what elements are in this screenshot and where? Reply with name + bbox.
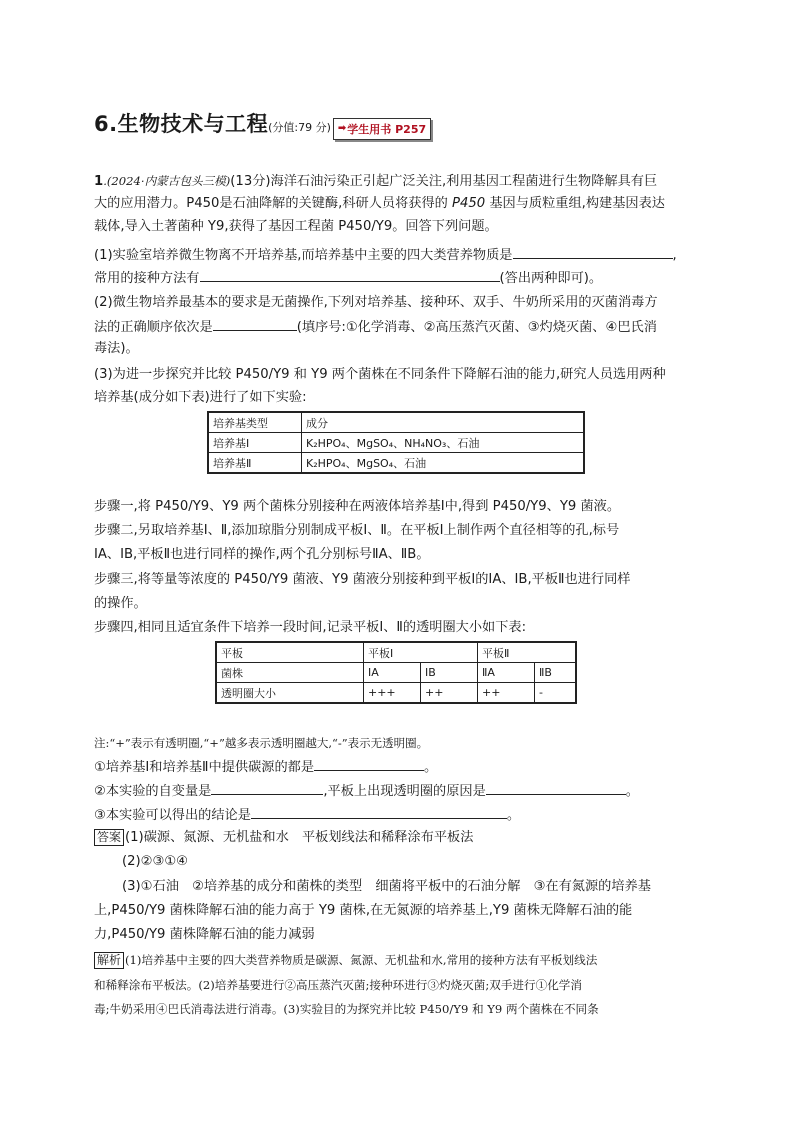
answer-text: (2)②③①④: [122, 854, 188, 869]
question-source: .(2024·内蒙古包头三模): [103, 174, 231, 188]
subquestion-text: (3)为进一步探究并比较 P450/Y9 和 Y9 两个菌株在不同条件下降解石油的能力,研究人员选用两种: [94, 367, 666, 382]
answer-blank[interactable]: [211, 781, 323, 795]
answer-line-4: [94, 902, 632, 920]
table-note: [94, 734, 428, 752]
subquestion-text: (填序号:①化学消毒、②高压蒸汽灭菌、③灼烧灭菌、④巴氏消: [296, 320, 657, 335]
step-1: [94, 498, 620, 516]
answer-blank[interactable]: [251, 805, 507, 819]
subquestion-text: 毒法)。: [94, 341, 139, 356]
analysis-text: 毒;牛奶采用④巴氏消毒法进行消毒。(3)实验目的为探究并比较 P450/Y9 和 Y9 两个菌株在不同条: [94, 1002, 599, 1016]
question-stem-line-1: [94, 172, 657, 191]
question-points: (13分): [230, 174, 271, 189]
answer-text: (1)碳源、氮源、无机盐和水 平板划线法和稀释涂布平板法: [125, 830, 474, 845]
gene-name: P450: [452, 196, 486, 211]
answer-blank[interactable]: [213, 317, 297, 331]
section-title: 6.生物技术与工程: [94, 112, 269, 136]
answer-blank[interactable]: [200, 268, 500, 282]
answer-line-1: [94, 829, 473, 847]
subquestion-3-line-1: [94, 366, 666, 384]
stem-text: 载体,导入土著菌种 Y9,获得了基因工程菌 P450/Y9。回答下列问题。: [94, 219, 498, 234]
question-stem-line-3: [94, 218, 498, 236]
subquestion-text: ,平板上出现透明圈的原因是: [323, 784, 486, 799]
answer-text: 力,P450/Y9 菌株降解石油的能力减弱: [94, 927, 315, 942]
answer-line-5: [94, 926, 315, 944]
subquestion-text: (1)实验室培养微生物离不开培养基,而培养基中主要的四大类营养物质是: [94, 248, 513, 263]
subquestion-text: ①培养基Ⅰ和培养基Ⅱ中提供碳源的都是: [94, 760, 315, 775]
step-text: 的操作。: [94, 596, 147, 611]
table-cell: ⅡA: [478, 663, 535, 683]
table-header-cell: 成分: [302, 412, 585, 433]
subquestion-2-line-1: [94, 294, 658, 312]
arrow-right-icon: ➡: [337, 123, 347, 134]
subquestion-text: 法的正确顺序依次是: [94, 320, 213, 335]
subquestion-text: ②本实验的自变量是: [94, 784, 212, 799]
punctuation: 。: [424, 760, 438, 775]
question-number: 1: [94, 174, 104, 189]
step-2-line-1: [94, 522, 619, 540]
note-text: 注:“+”表示有透明圈,“+”越多表示透明圈越大,“-”表示无透明圈。: [94, 736, 429, 750]
subquestion-3-part-3: [94, 805, 520, 825]
subquestion-2-line-3: [94, 340, 139, 358]
stem-text: 海洋石油污染正引起广泛关注,利用基因工程菌进行生物降解具有巨: [270, 174, 658, 189]
table-row: [208, 433, 584, 453]
table-row: [216, 642, 576, 663]
table-cell: 培养基Ⅰ: [208, 433, 302, 453]
table-cell: K₂HPO₄、MgSO₄、NH₄NO₃、石油: [302, 433, 585, 453]
table-cell: ⅠB: [421, 663, 478, 683]
table-cell: 菌株: [216, 663, 364, 683]
analysis-text: 和稀释涂布平板法。(2)培养基要进行②高压蒸汽灭菌;接种环进行③灼烧灭菌;双手进行①化学消: [94, 978, 582, 992]
answer-blank[interactable]: [314, 757, 424, 771]
answer-line-3: [122, 878, 651, 896]
analysis-label: 解析: [94, 952, 124, 969]
table-row: [216, 663, 576, 683]
stem-text: 基因与质粒重组,构建基因表达: [485, 196, 665, 211]
step-3-line-1: [94, 571, 630, 589]
analysis-line-2: [94, 976, 582, 994]
step-text: 步骤四,相同且适宜条件下培养一段时间,记录平板Ⅰ、Ⅱ的透明圈大小如下表:: [94, 620, 527, 635]
analysis-line-1: [94, 951, 597, 969]
table-cell: ⅠA: [364, 663, 421, 683]
clear-zone-table: [215, 641, 577, 704]
medium-composition-table: [207, 411, 585, 474]
table-row: [216, 683, 576, 704]
subquestion-2-line-2: [94, 317, 657, 337]
step-text: 步骤一,将 P450/Y9、Y9 两个菌株分别接种在两液体培养基Ⅰ中,得到 P450/Y9、Y9 菌液。: [94, 499, 621, 514]
answer-blank[interactable]: [486, 781, 626, 795]
table-cell: ⅡB: [535, 663, 577, 683]
subquestion-text: ③本实验可以得出的结论是: [94, 808, 251, 823]
analysis-line-3: [94, 1000, 599, 1018]
student-book-ref-label: 学生用书 P257: [347, 122, 427, 136]
table-cell: ++: [478, 683, 535, 704]
subquestion-3-line-2: [94, 389, 307, 407]
subquestion-3-part-1: [94, 757, 437, 777]
table-header-row: [208, 412, 584, 433]
table-cell: +++: [364, 683, 421, 704]
step-3-line-2: [94, 595, 147, 613]
table-cell: K₂HPO₄、MgSO₄、石油: [302, 453, 585, 474]
student-book-ref[interactable]: [333, 118, 431, 140]
answer-text: 上,P450/Y9 菌株降解石油的能力高于 Y9 菌株,在无氮源的培养基上,Y9 菌株无降解石油的能: [94, 903, 633, 918]
table-header-cell: 培养基类型: [208, 412, 302, 433]
answer-text: (3)①石油 ②培养基的成分和菌株的类型 细菌将平板中的石油分解 ③在有氮源的培养基: [122, 879, 651, 894]
table-cell: ++: [421, 683, 478, 704]
section-header: [94, 108, 431, 140]
answer-label: 答案: [94, 829, 124, 846]
table-cell: 平板Ⅱ: [478, 642, 577, 663]
step-text: ⅠA、ⅠB,平板Ⅱ也进行同样的操作,两个孔分别标号ⅡA、ⅡB。: [94, 547, 430, 562]
question-stem-line-2: [94, 195, 665, 213]
punctuation: 。: [506, 808, 521, 823]
step-text: 步骤二,另取培养基Ⅰ、Ⅱ,添加琼脂分别制成平板Ⅰ、Ⅱ。在平板Ⅰ上制作两个直径相等的孔,标号: [94, 523, 620, 538]
answer-line-2: [122, 853, 188, 871]
punctuation: 。: [625, 784, 639, 799]
subquestion-1-line-1: [94, 245, 677, 265]
answer-blank[interactable]: [513, 245, 673, 259]
score-note: (分值:79 分): [268, 121, 331, 134]
table-cell: 平板Ⅰ: [364, 642, 478, 663]
analysis-text: (1)培养基中主要的四大类营养物质是碳源、氮源、无机盐和水,常用的接种方法有平板划线法: [125, 953, 598, 967]
punctuation: ,: [672, 248, 677, 263]
step-4: [94, 619, 526, 637]
table-cell: 平板: [216, 642, 364, 663]
table-cell: 透明圈大小: [216, 683, 364, 704]
subquestion-text: 常用的接种方法有: [94, 271, 200, 286]
subquestion-text: 培养基(成分如下表)进行了如下实验:: [94, 390, 307, 405]
table-row: [208, 453, 584, 474]
stem-text: 大的应用潜力。P450是石油降解的关键酶,科研人员将获得的: [94, 196, 453, 211]
table-cell: -: [535, 683, 577, 704]
subquestion-1-line-2: [94, 268, 602, 288]
subquestion-text: (答出两种即可)。: [499, 271, 603, 286]
step-2-line-2: [94, 546, 430, 564]
step-text: 步骤三,将等量等浓度的 P450/Y9 菌液、Y9 菌液分别接种到平板Ⅰ的ⅠA、ⅠB,平板Ⅱ也进行同样: [94, 572, 631, 587]
subquestion-3-part-2: [94, 781, 639, 801]
table-cell: 培养基Ⅱ: [208, 453, 302, 474]
subquestion-text: (2)微生物培养最基本的要求是无菌操作,下列对培养基、接种环、双手、牛奶所采用的灭菌消毒方: [94, 295, 658, 310]
